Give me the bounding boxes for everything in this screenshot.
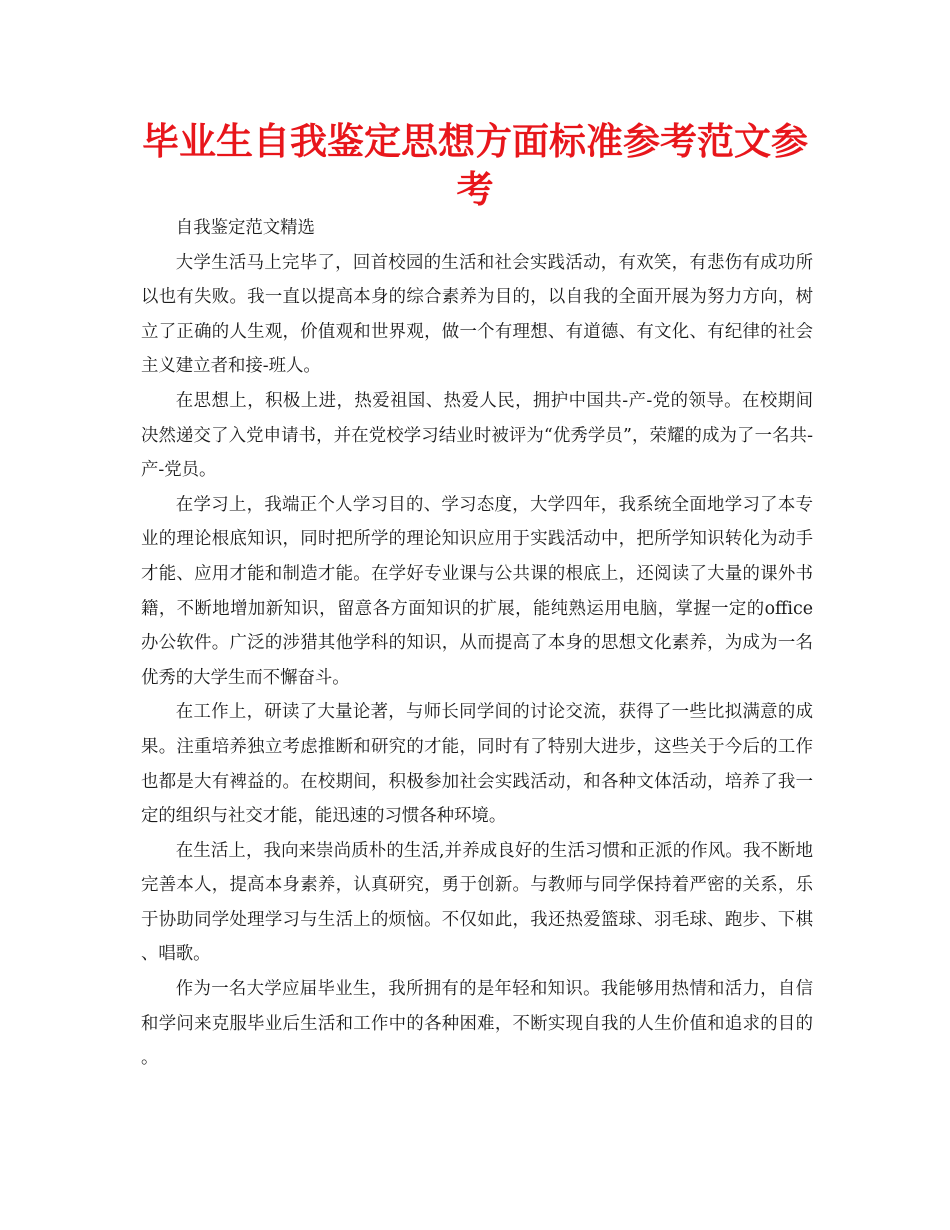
paragraph-thought: 在思想上，积极上进，热爱祖国、热爱人民，拥护中国共-产-党的领导。在校期间决然递交了入党申请书，并在党校学习结业时被评为“优秀学员”，荣耀的成为了一名共-产-党员。 bbox=[141, 390, 813, 481]
paragraph-intro: 大学生活马上完毕了，回首校园的生活和社会实践活动，有欢笑，有悲伤有成功所以也有失败。我一直以提高本身的综合素养为目的，以自我的全面开展为努力方向，树立了正确的人生观，价值观和世界观，做一个有理想、有道德、有文化、有纪律的社会主义建立者和接-班人。 bbox=[141, 252, 813, 377]
paragraph-work: 在工作上，研读了大量论著，与师长同学间的讨论交流，获得了一些比拟满意的成果。注重培养独立考虑推断和研究的才能，同时有了特别大进步，这些关于今后的工作也都是大有裨益的。在校期间，积极参加社会实践活动，和各种文体活动，培养了我一定的组织与社交才能，能迅速的习惯各种环境。 bbox=[141, 702, 813, 827]
document-body bbox=[141, 211, 813, 1076]
document-subtitle: 自我鉴定范文精选 bbox=[175, 218, 315, 238]
paragraph-conclusion: 作为一名大学应届毕业生，我所拥有的是年轻和知识。我能够用热情和活力，自信和学问来克服毕业后生活和工作中的各种困难，不断实现自我的人生价值和追求的目的。 bbox=[141, 979, 813, 1069]
paragraph-study: 在学习上，我端正个人学习目的、学习态度，大学四年，我系统全面地学习了本专业的理论根底知识，同时把所学的理论知识应用于实践活动中，把所学知识转化为动手才能、应用才能和制造才能。在学好专业课与公共课的根底上，还阅读了大量的课外书籍，不断地增加新知识，留意各方面知识的扩展，能纯熟运用电脑，掌握一定的office办公软件。广泛的涉猎其他学科的知识，从而提高了本身的思想文化素养，为成为一名优秀的大学生而不懈奋斗。 bbox=[141, 494, 813, 688]
document-title: 毕业生自我鉴定思想方面标准参考范文参考 bbox=[142, 120, 808, 211]
paragraph-life: 在生活上，我向来崇尚质朴的生活,并养成良好的生活习惯和正派的作风。我不断地完善本人，提高本身素养，认真研究，勇于创新。与教师与同学保持着严密的关系，乐于协助同学处理学习与生活上的烦恼。不仅如此，我还热爱篮球、羽毛球、跑步、下棋、唱歌。 bbox=[141, 840, 813, 965]
